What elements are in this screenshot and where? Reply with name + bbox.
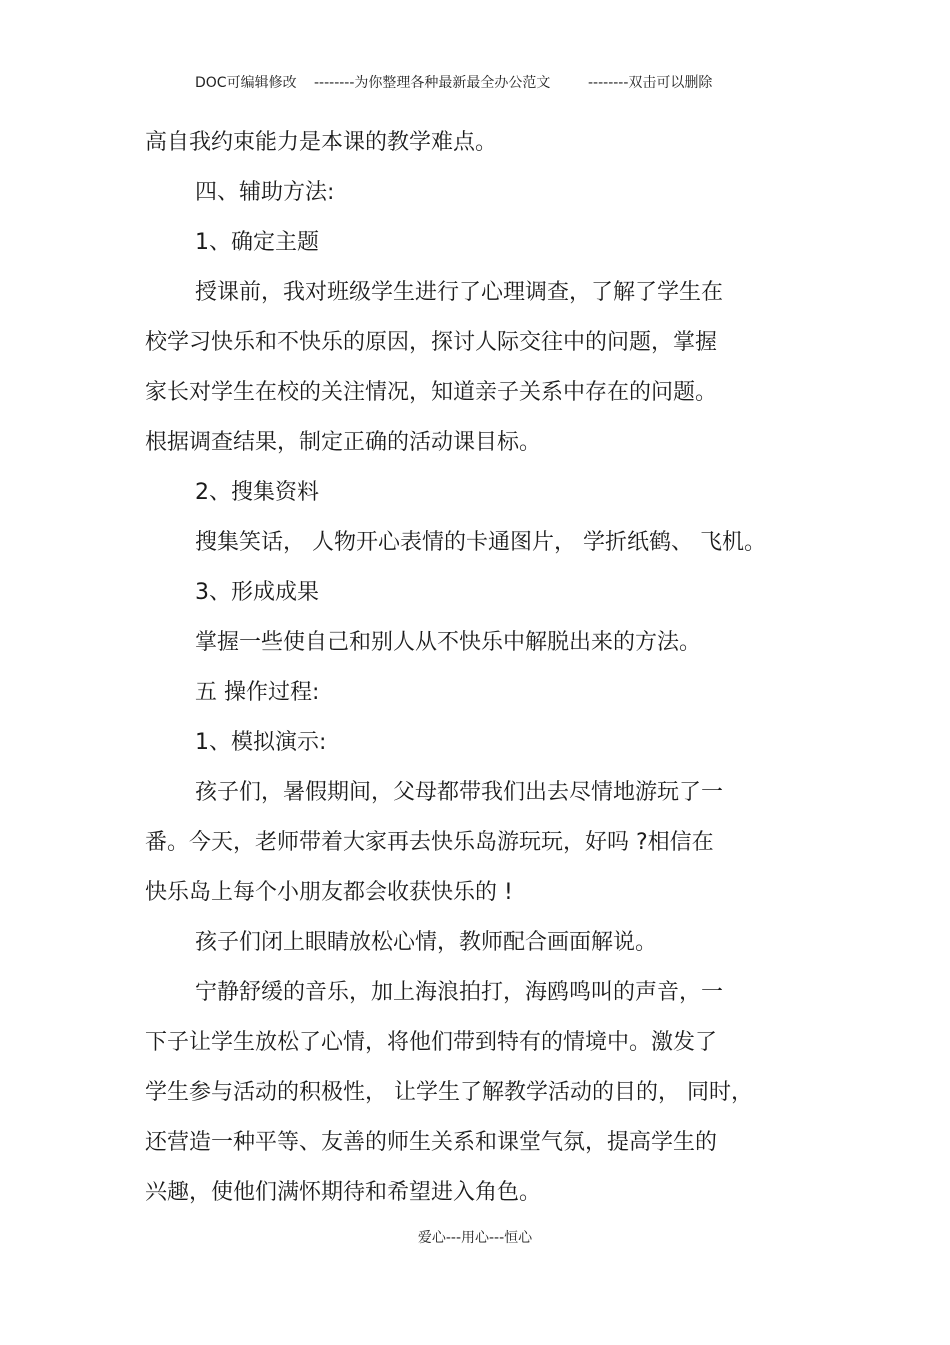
paragraph-line: 学生参与活动的积极性， 让学生了解教学活动的目的， 同时， <box>145 1080 753 1105</box>
subheading-materials: 2、搜集资料 <box>195 480 319 505</box>
section-heading-procedure: 五 操作过程: <box>195 680 320 705</box>
paragraph-line: 番。今天，老师带着大家再去快乐岛游玩玩，好吗 ?相信在 <box>145 830 714 855</box>
section-heading-aux-methods: 四、辅助方法: <box>195 180 335 205</box>
paragraph-line: 校学习快乐和不快乐的原因，探讨人际交往中的问题，掌握 <box>145 330 718 355</box>
page-header <box>0 72 950 94</box>
header-doc-label: DOC可编辑修改 <box>195 75 297 91</box>
paragraph-line: 宁静舒缓的音乐，加上海浪拍打，海鸥鸣叫的声音，一 <box>195 980 724 1005</box>
paragraph-line: 根据调查结果，制定正确的活动课目标。 <box>145 430 542 455</box>
paragraph-line: 家长对学生在校的关注情况，知道亲子关系中存在的问题。 <box>145 380 718 405</box>
paragraph-line: 快乐岛上每个小朋友都会收获快乐的 ! <box>145 880 513 905</box>
paragraph-line: 还营造一种平等、友善的师生关系和课堂气氛，提高学生的 <box>145 1130 718 1155</box>
paragraph-line: 孩子们闭上眼睛放松心情，教师配合画面解说。 <box>195 930 658 955</box>
paragraph-line: 高自我约束能力是本课的教学难点。 <box>145 130 498 155</box>
subheading-demo: 1、模拟演示: <box>195 730 327 755</box>
paragraph-line: 下子让学生放松了心情，将他们带到特有的情境中。激发了 <box>145 1030 718 1055</box>
page-footer: 爱心---用心---恒心 <box>417 1230 533 1246</box>
paragraph-line: 授课前，我对班级学生进行了心理调查，了解了学生在 <box>195 280 724 305</box>
header-delete-hint: --------双击可以删除 <box>588 75 713 91</box>
paragraph-line: 掌握一些使自己和别人从不快乐中解脱出来的方法。 <box>195 630 702 655</box>
subheading-topic: 1、确定主题 <box>195 230 319 255</box>
paragraph-line: 搜集笑话， 人物开心表情的卡通图片， 学折纸鹤、 飞机。 <box>195 530 766 555</box>
paragraph-line: 兴趣，使他们满怀期待和希望进入角色。 <box>145 1180 542 1205</box>
header-collection-label: --------为你整理各种最新最全办公范文 <box>314 75 551 91</box>
subheading-results: 3、形成成果 <box>195 580 319 605</box>
paragraph-line: 孩子们，暑假期间，父母都带我们出去尽情地游玩了一 <box>195 780 724 805</box>
